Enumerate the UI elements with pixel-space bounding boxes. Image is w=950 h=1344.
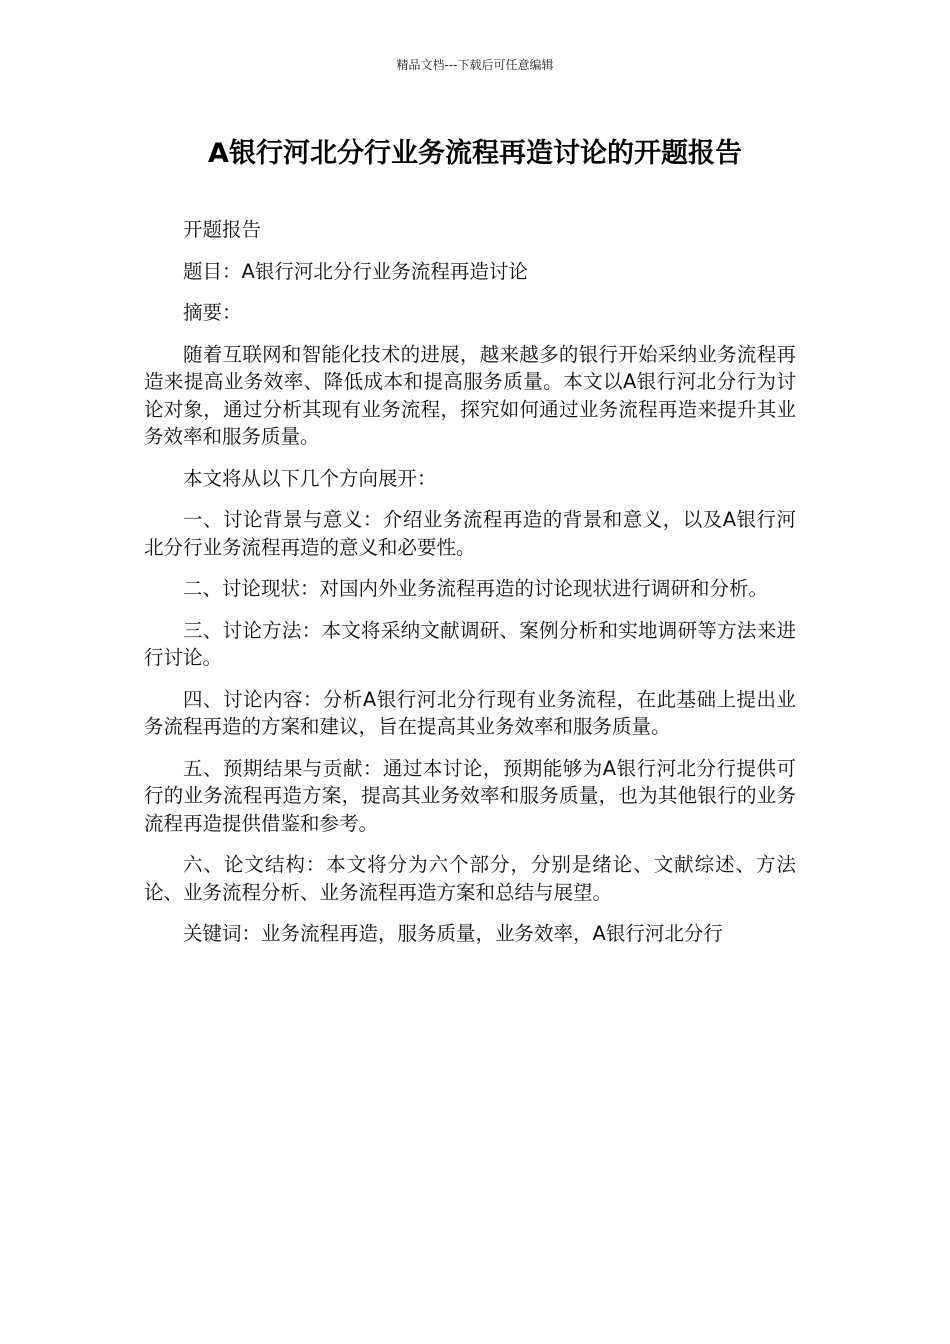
header-note: 精品文档---下载后可任意编辑 <box>396 58 554 72</box>
section-label: 开题报告 <box>183 218 262 241</box>
document-body <box>144 216 796 962</box>
topic-line: 题目：A银行河北分行业务流程再造讨论 <box>183 259 528 283</box>
keywords-line: 关键词：业务流程再造，服务质量，业务效率，A银行河北分行 <box>183 922 723 945</box>
document-title: A银行河北分行业务流程再造讨论的开题报告 <box>208 138 742 169</box>
outline-item-5: 五、预期结果与贡献：通过本讨论，预期能够为A银行河北分行提供可行的业务流程再造方案，提高其业务效率和服务质量，也为其他银行的业务流程再造提供借鉴和参考。 <box>144 756 796 835</box>
outline-item-6: 六、论文结构：本文将分为六个部分，分别是绪论、文献综述、方法论、业务流程分析、业务流程再造方案和总结与展望。 <box>144 853 796 904</box>
outline-intro: 本文将从以下几个方向展开： <box>183 466 437 490</box>
outline-item-2: 二、讨论现状：对国内外业务流程再造的讨论现状进行调研和分析。 <box>183 577 769 600</box>
abstract-paragraph: 随着互联网和智能化技术的进展，越来越多的银行开始采纳业务流程再造来提高业务效率、降低成本和提高服务质量。本文以A银行河北分行为讨论对象，通过分析其现有业务流程，探究如何通过业务流程再造来提升其业务效率和服务质量。 <box>144 342 796 448</box>
outline-item-4: 四、讨论内容：分析A银行河北分行现有业务流程，在此基础上提出业务流程再造的方案和建议，旨在提高其业务效率和服务质量。 <box>144 687 796 738</box>
abstract-label: 摘要： <box>183 301 242 324</box>
outline-item-1: 一、讨论背景与意义：介绍业务流程再造的背景和意义，以及A银行河北分行业务流程再造的意义和必要性。 <box>144 508 796 559</box>
outline-item-3: 三、讨论方法：本文将采纳文献调研、案例分析和实地调研等方法来进行讨论。 <box>144 618 796 669</box>
